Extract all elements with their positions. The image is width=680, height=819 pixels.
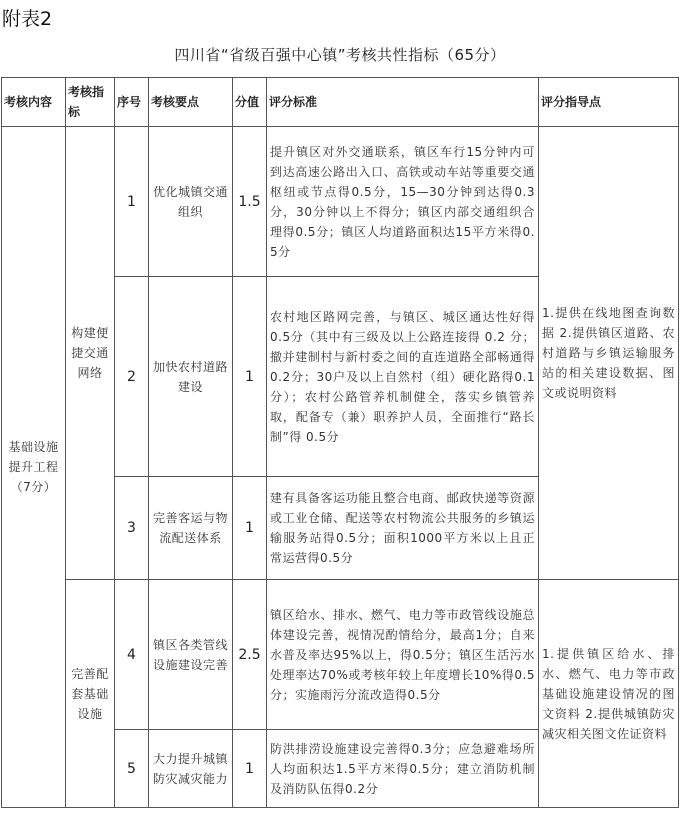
table-title: 四川省“省级百强中心镇”考核共性指标（65分）	[174, 46, 506, 64]
indicator-name: 构建便捷交通网络	[66, 127, 115, 580]
section-name: 基础设施提升工程（7分）	[2, 127, 66, 808]
indicator-guide: 1.提供镇区给水、排水、燃气、电力等市政基础设施建设情况的图文资料 2.提供城镇防灾减灾相关图文佐证资料	[539, 580, 679, 808]
header-no: 序号	[115, 78, 149, 127]
item-no: 4	[115, 580, 149, 730]
item-score: 1	[233, 730, 267, 808]
item-no: 2	[115, 277, 149, 477]
header-standard: 评分标准	[267, 78, 539, 127]
item-score: 1	[233, 277, 267, 477]
indicator-table	[1, 77, 679, 808]
item-standard: 镇区给水、排水、燃气、电力等市政管线设施总体建设完善，视情况酌情给分，最高1分；自来水普及率达95%以上，得0.5分；镇区生活污水处理率达70%或考核年较上年度增长10%得0.5分；实施雨污分流改造得0.5分	[267, 580, 539, 730]
item-standard: 防洪排涝设施建设完善得0.3分；应急避难场所人均面积达1.5平方米得0.5分；建立消防机制及消防队伍得0.2分	[267, 730, 539, 808]
table-row	[2, 580, 679, 730]
header-indicator: 考核指标	[66, 78, 115, 127]
item-score: 2.5	[233, 580, 267, 730]
item-score: 1	[233, 477, 267, 580]
header-guide: 评分指导点	[539, 78, 679, 127]
header-content: 考核内容	[2, 78, 66, 127]
item-point: 镇区各类管线设施建设完善	[149, 580, 233, 730]
appendix-label: 附表2	[2, 8, 53, 30]
header-score: 分值	[233, 78, 267, 127]
item-score: 1.5	[233, 127, 267, 277]
table-row	[2, 127, 679, 277]
item-no: 3	[115, 477, 149, 580]
indicator-name: 完善配套基础设施	[66, 580, 115, 808]
header-row	[2, 78, 679, 127]
item-standard: 提升镇区对外交通联系，镇区车行15分钟内可到达高速公路出入口、高铁或动车站等重要交通枢纽或节点得0.5分，15—30分钟到达得0.3分，30分钟以上不得分；镇区内部交通组织合理得0.5分；镇区人均道路面积达15平方米得0.5分	[267, 127, 539, 277]
indicator-guide: 1.提供在线地图查询数据 2.提供镇区道路、农村道路与乡镇运输服务站的相关建设数据、图文或说明资料	[539, 127, 679, 580]
item-no: 1	[115, 127, 149, 277]
item-no: 5	[115, 730, 149, 808]
item-standard: 建有具备客运功能且整合电商、邮政快递等资源或工业仓储、配送等农村物流公共服务的乡镇运输服务站得0.5分；面积1000平方米以上且正常运营得0.5分	[267, 477, 539, 580]
item-point: 完善客运与物流配送体系	[149, 477, 233, 580]
item-point: 大力提升城镇防灾减灾能力	[149, 730, 233, 808]
header-point: 考核要点	[149, 78, 233, 127]
item-standard: 农村地区路网完善，与镇区、城区通达性好得 0.5分（其中有三级及以上公路连接得 0.2 分；撤并建制村与新村委之间的直连道路全部畅通得 0.2分；30户及以上自然村（组）硬化路得0.1分）；农村公路管养机制健全，落实乡镇管养取，配备专（兼）职养护人员，全面推行“路长制”得 0.5分	[267, 277, 539, 477]
item-point: 优化城镇交通组织	[149, 127, 233, 277]
item-point: 加快农村道路建设	[149, 277, 233, 477]
